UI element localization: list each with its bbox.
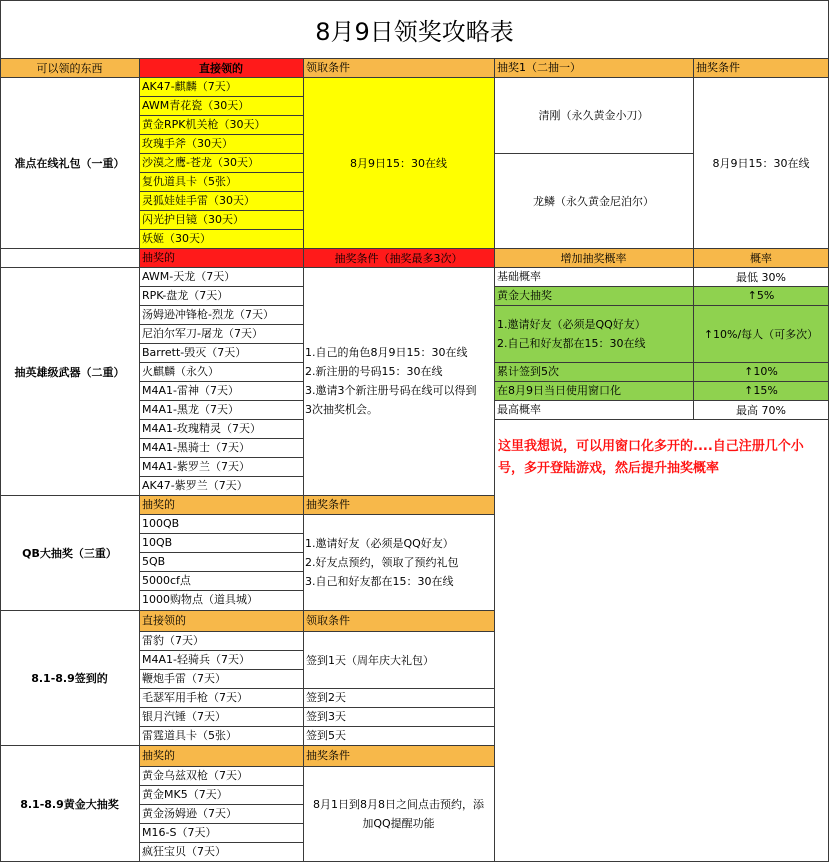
grid-line: [139, 419, 303, 420]
grid-line: [139, 438, 303, 439]
section1-items: [139, 77, 303, 248]
grid-line: [139, 134, 303, 135]
section4-condition-day5: 签到5天: [306, 729, 346, 742]
list-item: M16-S（7天）: [142, 826, 217, 839]
list-item: 1000购物点（道具城）: [142, 593, 258, 606]
section2-header-boost: 增加抽奖概率: [494, 248, 693, 267]
grid-line: [139, 823, 303, 824]
section4-condition-day3: 签到3天: [306, 710, 346, 723]
prob-invite-line: 2.自己和好友都在15：30在线: [497, 336, 646, 350]
grid-line: [139, 115, 303, 116]
list-item: 汤姆逊冲锋枪-烈龙（7天）: [142, 308, 274, 321]
prob-label-max: 最高概率: [497, 403, 541, 416]
section2-header-condition: 抽奖条件（抽奖最多3次）: [303, 248, 494, 267]
list-item: M4A1-紫罗兰（7天）: [142, 460, 250, 473]
list-item: M4A1-轻骑兵（7天）: [142, 653, 250, 666]
list-item: AWM-天龙（7天）: [142, 270, 236, 283]
prob-value-invite: ↑10%/每人（可多次）: [693, 305, 829, 362]
condition-line: 3.自己和好友都在15：30在线: [305, 574, 454, 588]
grid-line: [139, 631, 494, 632]
grid-line: [139, 785, 303, 786]
grid-line: [139, 400, 303, 401]
section2-header-prize: 抽奖的: [139, 248, 303, 267]
list-item: 黄金乌兹双枪（7天）: [142, 769, 248, 782]
grid-line: [0, 0, 829, 1]
prob-label-window: 在8月9日当日使用窗口化: [494, 381, 693, 400]
condition-line: 加QQ提醒功能: [362, 817, 435, 830]
grid-line: [303, 688, 494, 689]
section2-header-probability: 概率: [693, 248, 829, 267]
grid-line: [139, 324, 303, 325]
grid-line: [139, 533, 303, 534]
list-item: M4A1-雷神（7天）: [142, 384, 239, 397]
grid-line: [139, 191, 303, 192]
list-item: 毛瑟军用手枪（7天）: [142, 691, 248, 704]
list-item: 闪光护目镜（30天）: [142, 213, 244, 226]
grid-line: [139, 286, 303, 287]
grid-line: [494, 419, 829, 420]
list-item: M4A1-黑骑士（7天）: [142, 441, 250, 454]
grid-line: [139, 669, 303, 670]
section3-header-condition: 抽奖条件: [303, 495, 494, 514]
list-item: AK47-紫罗兰（7天）: [142, 479, 248, 492]
grid-line: [494, 58, 495, 862]
section2-label: 抽英雄级武器（二重）: [14, 365, 125, 379]
section3-items: [139, 514, 303, 610]
list-item: 雷霆道具卡（5张）: [142, 729, 237, 742]
grid-line: [0, 77, 829, 78]
sheet-title: 8月9日领奖攻略表: [315, 17, 514, 46]
red-note: 这里我想说，可以用窗口化多开的....自己注册几个小号，多开登陆游戏，然后提升抽奖概率: [498, 439, 804, 476]
section1-lottery-option-1: 清刚（永久黄金小刀）: [538, 109, 649, 122]
grid-line: [139, 726, 303, 727]
prob-label-base: 基础概率: [497, 270, 541, 283]
section4-header-prize: 直接领的: [139, 610, 303, 631]
condition-line: 1.邀请好友（必须是QQ好友）: [305, 536, 454, 550]
header-claim-condition: 领取条件: [303, 58, 494, 77]
section3-conditions: [303, 514, 494, 610]
condition-line: 1.自己的角色8月9日15：30在线: [305, 346, 468, 359]
grid-line: [139, 210, 303, 211]
section1-lottery-condition: 8月9日15：30在线: [712, 156, 810, 170]
prob-label-signin: 累计签到5次: [494, 362, 693, 381]
prob-value-window: ↑15%: [693, 381, 829, 400]
condition-line: 3.邀请3个新注册号码在线可以得到: [305, 384, 477, 397]
grid-line: [139, 476, 303, 477]
grid-line: [0, 745, 494, 746]
section1-label: 准点在线礼包（一重）: [14, 156, 125, 170]
section3-header-prize: 抽奖的: [139, 495, 303, 514]
grid-line: [693, 58, 694, 419]
list-item: 鞭炮手雷（7天）: [142, 672, 226, 685]
prob-value-gold: ↑5%: [693, 286, 829, 305]
section5-header-prize: 抽奖的: [139, 745, 303, 766]
grid-line: [139, 766, 494, 767]
grid-line: [494, 286, 829, 287]
grid-line: [139, 650, 303, 651]
section4-condition-day2: 签到2天: [306, 691, 346, 704]
section5-label: 8.1-8.9黄金大抽奖: [20, 797, 119, 811]
grid-line: [139, 362, 303, 363]
grid-line: [0, 0, 1, 862]
grid-line: [139, 552, 303, 553]
list-item: Barrett-毁灭（7天）: [142, 346, 247, 359]
grid-line: [139, 343, 303, 344]
grid-line: [303, 58, 304, 862]
header-lottery1: 抽奖1（二抽一）: [494, 58, 693, 77]
list-item: M4A1-玫瑰精灵（7天）: [142, 422, 261, 435]
section1-lottery-option-2: 龙鳞（永久黄金尼泊尔）: [533, 194, 654, 208]
list-item: 灵狐娃娃手雷（30天）: [142, 194, 255, 207]
grid-line: [494, 362, 829, 363]
condition-line: 2.新注册的号码15：30在线: [305, 365, 443, 378]
list-item: 疯狂宝贝（7天）: [142, 845, 226, 858]
condition-line: 2.好友点预约，领取了预约礼包: [305, 555, 459, 569]
list-item: 玫瑰手斧（30天）: [142, 137, 233, 150]
list-item: 5QB: [142, 555, 166, 568]
list-item: AWM青花瓷（30天）: [142, 99, 250, 112]
section5-conditions: [303, 766, 494, 862]
condition-line: 8月1日到8月8日之间点击预约，添: [313, 798, 484, 811]
grid-line: [139, 229, 303, 230]
prob-value-signin: ↑10%: [693, 362, 829, 381]
grid-line: [494, 400, 829, 401]
prob-label-invite: [494, 305, 693, 362]
list-item: M4A1-黑龙（7天）: [142, 403, 239, 416]
grid-line: [0, 267, 829, 268]
grid-line: [0, 58, 829, 59]
grid-line: [139, 514, 494, 515]
grid-line: [494, 381, 829, 382]
grid-line: [139, 842, 303, 843]
list-item: RPK-盘龙（7天）: [142, 289, 229, 302]
grid-line: [139, 571, 303, 572]
grid-line: [139, 688, 303, 689]
prob-invite-line: 1.邀请好友（必须是QQ好友）: [497, 317, 646, 331]
grid-line: [139, 590, 303, 591]
grid-line: [139, 172, 303, 173]
section4-header-condition: 领取条件: [303, 610, 494, 631]
grid-line: [303, 726, 494, 727]
grid-line: [494, 305, 829, 306]
list-item: 妖姬（30天）: [142, 232, 211, 245]
header-direct-get: 直接领的: [139, 58, 303, 77]
grid-line: [494, 153, 693, 154]
grid-line: [139, 381, 303, 382]
section4-label: 8.1-8.9签到的: [31, 671, 108, 685]
section4-condition-day1: 签到1天（周年庆大礼包）: [306, 653, 434, 667]
grid-line: [139, 804, 303, 805]
grid-line: [303, 707, 494, 708]
list-item: AK47-麒麟（7天）: [142, 80, 237, 93]
list-item: 5000cf点: [142, 574, 191, 587]
section3-label: QB大抽奖（三重）: [22, 546, 117, 560]
list-item: 黄金汤姆逊（7天）: [142, 807, 237, 820]
prob-label-gold: 黄金大抽奖: [494, 286, 693, 305]
list-item: 黄金MK5（7天）: [142, 788, 228, 801]
list-item: 尼泊尔军刀-屠龙（7天）: [142, 327, 263, 340]
grid-line: [0, 495, 494, 496]
list-item: 100QB: [142, 517, 180, 530]
grid-line: [139, 457, 303, 458]
prob-value-base: 最低 30%: [736, 270, 786, 284]
header-can-get: 可以领的东西: [0, 58, 139, 77]
section5-items: [139, 766, 303, 862]
grid-line: [139, 96, 303, 97]
prob-value-max: 最高 70%: [736, 403, 786, 417]
condition-line: 3次抽奖机会。: [305, 403, 378, 416]
grid-line: [139, 305, 303, 306]
grid-line: [0, 610, 494, 611]
grid-line: [139, 153, 303, 154]
list-item: 复仇道具卡（5张）: [142, 175, 237, 188]
list-item: 10QB: [142, 536, 173, 549]
section1-condition: 8月9日15：30在线: [303, 77, 494, 248]
list-item: 火麒麟（永久）: [142, 365, 219, 378]
section5-header-condition: 抽奖条件: [303, 745, 494, 766]
grid-line: [139, 707, 303, 708]
section2-conditions: [303, 267, 494, 495]
list-item: 沙漠之鹰-苍龙（30天）: [142, 156, 259, 169]
header-lottery-condition: 抽奖条件: [693, 58, 829, 77]
grid-line: [0, 248, 829, 249]
list-item: 雷豹（7天）: [142, 634, 204, 647]
grid-line: [139, 58, 140, 862]
list-item: 黄金RPK机关枪（30天）: [142, 118, 266, 131]
list-item: 银月汽锤（7天）: [142, 710, 226, 723]
